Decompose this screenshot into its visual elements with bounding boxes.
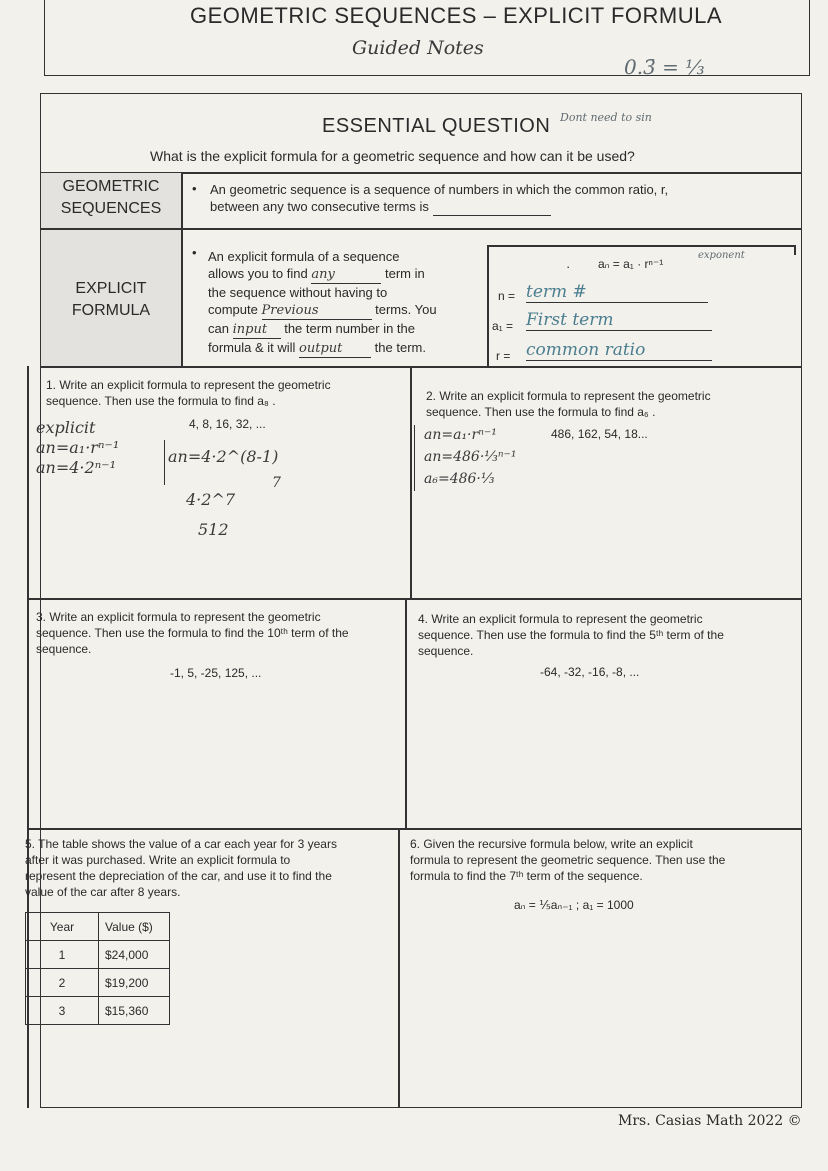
table-row [26,941,170,969]
geometric-label-line2: SEQUENCES [60,200,162,217]
geometric-definition-line1: An geometric sequence is a sequence of numbers in which the common ratio, r, [210,182,669,197]
a1-label: a₁ = [492,319,514,333]
explicit-label [41,278,181,322]
n-value: term # [526,282,708,303]
explicit-line4b: terms. You [375,302,437,317]
table-row [26,969,170,997]
problem-1-line2: sequence. Then use the formula to find a₈ . [46,394,276,408]
work-divider [164,440,165,485]
problem-2-line2: sequence. Then use the formula to find a₆ . [426,405,656,419]
problem-6-line3: formula to find the 7ᵗʰ term of the sequence. [410,869,643,883]
table-cell: 2 [26,969,99,997]
geometric-label [41,176,181,220]
problem-4-line2: sequence. Then use the formula to find the 5ᵗʰ term of the [418,628,724,642]
problem-3-line3: sequence. [36,642,92,656]
fill-input: input [233,321,281,339]
problem-6-line1: 6. Given the recursive formula below, write an explicit [410,837,693,851]
table-cell: $19,200 [99,969,170,997]
a1-value: First term [526,310,712,331]
explicit-definition [208,248,480,358]
p1-work-line1: explicit [36,418,96,437]
geometric-definition-line2: between any two consecutive terms is [210,199,429,214]
table-header-value: Value ($) [99,913,170,941]
page-title: GEOMETRIC SEQUENCES – EXPLICIT FORMULA [190,3,723,28]
p2-work-line3: a₆=486·⅓ [424,471,495,487]
divider [40,366,802,368]
problem-4-sequence: -64, -32, -16, -8, ... [540,665,640,679]
problem-6-formula: aₙ = ⅕aₙ₋₁ ; a₁ = 1000 [514,898,634,912]
explicit-line5a: can [208,321,229,336]
margin-note: 0.3̄ = ⅓ [624,55,705,79]
divider [27,828,802,830]
table-cell: 1 [26,941,99,969]
explicit-line2b: term in [384,266,425,281]
explicit-line4a: compute [208,302,258,317]
explicit-label-line2: FORMULA [71,302,151,319]
explicit-line2a: allows you to find [208,266,308,281]
p1-work-line4: an=4·2^(8-1) [168,447,279,466]
fill-previous: Previous [262,302,372,320]
explicit-line3: the sequence without having to [208,285,388,300]
problem-1-work [36,418,119,478]
divider [181,172,183,366]
explicit-formula: aₙ = a₁ · rⁿ⁻¹ [598,257,664,271]
p1-work-line2: an=a₁·rⁿ⁻¹ [36,438,120,457]
table-row [26,997,170,1025]
explicit-label-line1: EXPLICIT [75,280,147,297]
divider [794,245,796,255]
divider [398,828,400,1108]
n-label: n = [498,289,516,303]
problem-6-line2: formula to represent the geometric sequence. Then use the [410,853,726,867]
table-cell: $15,360 [99,997,170,1025]
formula-note: exponent [698,250,745,261]
problem-2-work [424,424,517,490]
blank-line [433,198,551,216]
explicit-line1: An explicit formula of a sequence [208,249,400,264]
p2-work-line2: an=486·⅓ⁿ⁻¹ [424,449,517,465]
p2-work-line1: an=a₁·rⁿ⁻¹ [424,427,497,443]
divider [410,366,412,598]
table-header-year: Year [26,913,99,941]
explicit-bullet: • [192,245,197,260]
problem-5-line1: 5. The table shows the value of a car each year for 3 years [25,837,337,851]
essential-question-text: What is the explicit formula for a geometric sequence and how can it be used? [150,148,635,164]
geometric-label-line1: GEOMETRIC [62,178,160,195]
problem-2-line1: 2. Write an explicit formula to represent the geometric [426,389,711,403]
r-label: r = [496,349,511,363]
problem-6-text [410,836,725,884]
essential-question-note: Dont need to sin [560,111,652,124]
fill-any: any [311,266,381,284]
divider [27,598,802,600]
divider [405,598,407,828]
problem-3-sequence: -1, 5, -25, 125, ... [170,666,262,680]
divider [487,245,795,247]
problem-5-line3: represent the depreciation of the car, and use it to find the [25,869,332,883]
problem-3-line1: 3. Write an explicit formula to represent the geometric [36,610,321,624]
p1-work-line3: an=4·2ⁿ⁻¹ [36,458,117,477]
problem-4-line1: 4. Write an explicit formula to represent the geometric [418,612,703,626]
table-cell: $24,000 [99,941,170,969]
problem-1-line1: 1. Write an explicit formula to represent the geometric [46,378,331,392]
problem-5-line2: after it was purchased. Write an explicit formula to [25,853,291,867]
problem-1-sequence: 4, 8, 16, 32, ... [189,417,266,431]
problem-2-text [426,388,711,420]
table-cell: 3 [26,997,99,1025]
divider [487,245,489,366]
page-subtitle: Guided Notes [352,37,484,59]
geometric-bullet: • [192,181,197,196]
problem-3-text [36,609,349,657]
p1-work-line6: 4·2^7 [186,490,236,509]
car-value-table [25,912,170,1025]
formula-bullet: · [566,259,571,274]
problem-4-text [418,611,724,659]
problem-5-text [25,836,337,900]
problem-5-line4: value of the car after 8 years. [25,885,181,899]
problem-3-line2: sequence. Then use the formula to find the 10ᵗʰ term of the [36,626,349,640]
footer-credit: Mrs. Casias Math 2022 © [618,1113,802,1129]
problem-2-sequence: 486, 162, 54, 18... [551,427,648,441]
fill-output: output [299,340,371,358]
problem-4-line3: sequence. [418,644,474,658]
essential-question-heading: ESSENTIAL QUESTION [322,115,551,137]
explicit-line5b: the term number in the [284,321,416,336]
p1-work-line5: 7 [272,475,281,491]
geometric-definition [210,181,668,216]
work-divider [414,425,415,491]
p1-work-line7: 512 [198,520,229,539]
explicit-line6a: formula & it will [208,340,296,355]
r-value: common ratio [526,340,712,361]
problem-1-text [46,377,331,409]
explicit-line6b: the term. [374,340,426,355]
